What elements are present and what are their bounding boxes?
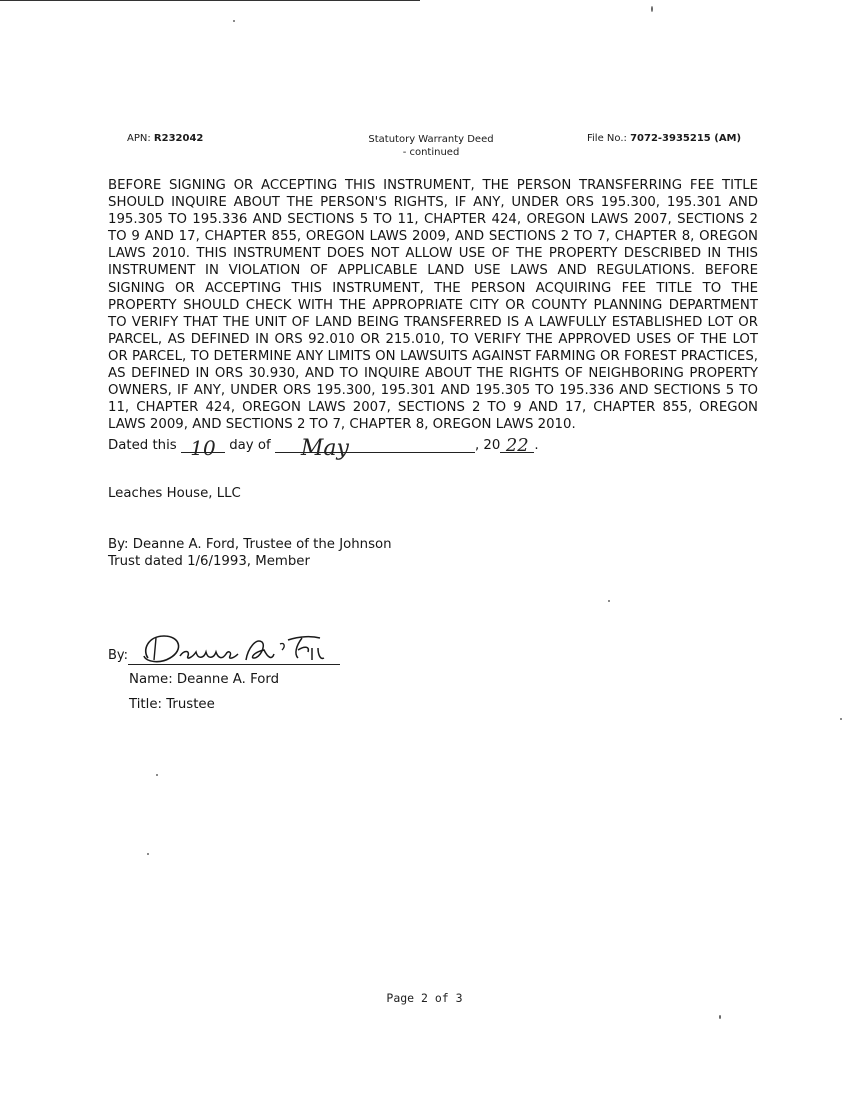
year-field <box>500 432 534 456</box>
handwritten-signature <box>134 628 340 666</box>
scan-speck <box>719 1015 721 1019</box>
apn-value: R232042 <box>153 133 204 144</box>
apn-header <box>127 133 203 144</box>
scan-speck <box>651 6 653 12</box>
land-use-disclaimer-paragraph: BEFORE SIGNING OR ACCEPTING THIS INSTRUMENT, THE PERSON TRANSFERRING FEE TITLE SHOULD INQUIRE ABOUT THE PERSON'S RIGHTS, IF ANY, UNDER ORS 195.300, 195.301 AND 195.305 TO 195.336 AND SECTIONS 5 TO 11, CHAPTER 424, OREGON LAWS 2007, SECTIONS 2 TO 9 AND 17, CHAPTER 855, OREGON LAWS 2009, AND SECTIONS 2 TO 7, CHAPTER 8, OREGON LAWS 2010. THIS INSTRUMENT DOES NOT ALLOW USE OF THE PROPERTY DESCRIBED IN THIS INSTRUMENT IN VIOLATION OF APPLICABLE LAND USE LAWS AND REGULATIONS. BEFORE SIGNING OR ACCEPTING THIS INSTRUMENT, THE PERSON ACQUIRING FEE TITLE TO THE PROPERTY SHOULD CHECK WITH THE APPROPRIATE CITY OR COUNTY PLANNING DEPARTMENT TO VERIFY THAT THE UNIT OF LAND BEING TRANSFERRED IS A LAWFULLY ESTABLISHED LOT OR PARCEL, AS DEFINED IN ORS 92.010 OR 215.010, TO VERIFY THE APPROVED USES OF THE LOT OR PARCEL, TO DETERMINE ANY LIMITS ON LAWSUITS AGAINST FARMING OR FOREST PRACTICES, AS DEFINED IN ORS 30.930, AND TO INQUIRE ABOUT THE RIGHTS OF NEIGHBORING PROPERTY OWNERS, IF ANY, UNDER ORS 195.300, 195.301 AND 195.305 TO 195.336 AND SECTIONS 5 TO 11, CHAPTER 424, OREGON LAWS 2007, SECTIONS 2 TO 9 AND 17, CHAPTER 855, OREGON LAWS 2009, AND SECTIONS 2 TO 7, CHAPTER 8, OREGON LAWS 2010. <box>108 178 758 433</box>
dated-line <box>108 432 539 461</box>
month-field <box>275 432 475 461</box>
page-number: Page 2 of 3 <box>386 991 463 1005</box>
document-title-line2: - continued <box>402 147 460 158</box>
signature-line <box>128 628 340 665</box>
day-handwritten: 10 <box>190 436 216 460</box>
day-field <box>181 432 225 460</box>
signer-name: Name: Deanne A. Ford <box>129 672 280 687</box>
apn-label: APN: <box>127 133 151 144</box>
month-handwritten: May <box>300 436 349 461</box>
dated-prefix: Dated this <box>108 438 177 453</box>
signature-by-label: By: <box>108 648 129 663</box>
dated-middle: day of <box>229 438 271 453</box>
signer-title: Title: Trustee <box>129 697 215 712</box>
document-title <box>355 133 507 159</box>
signatory-by-line-2: Trust dated 1/6/1993, Member <box>108 554 310 569</box>
file-number-header <box>587 133 741 144</box>
document-title-line1: Statutory Warranty Deed <box>368 134 494 145</box>
company-name: Leaches House, LLC <box>108 486 241 501</box>
year-prefix: , 20 <box>474 438 501 453</box>
scan-speck <box>156 774 158 776</box>
scan-speck <box>840 718 842 720</box>
dated-suffix: . <box>534 438 539 453</box>
scan-speck <box>147 853 149 855</box>
signatory-by-line-1: By: Deanne A. Ford, Trustee of the Johnson <box>108 537 392 552</box>
scan-speck <box>608 600 610 602</box>
file-label: File No.: <box>587 133 627 144</box>
top-border-line <box>0 0 420 1</box>
year-handwritten: 22 <box>505 435 529 456</box>
scan-speck <box>233 20 235 22</box>
file-value: 7072-3935215 (AM) <box>630 133 742 144</box>
